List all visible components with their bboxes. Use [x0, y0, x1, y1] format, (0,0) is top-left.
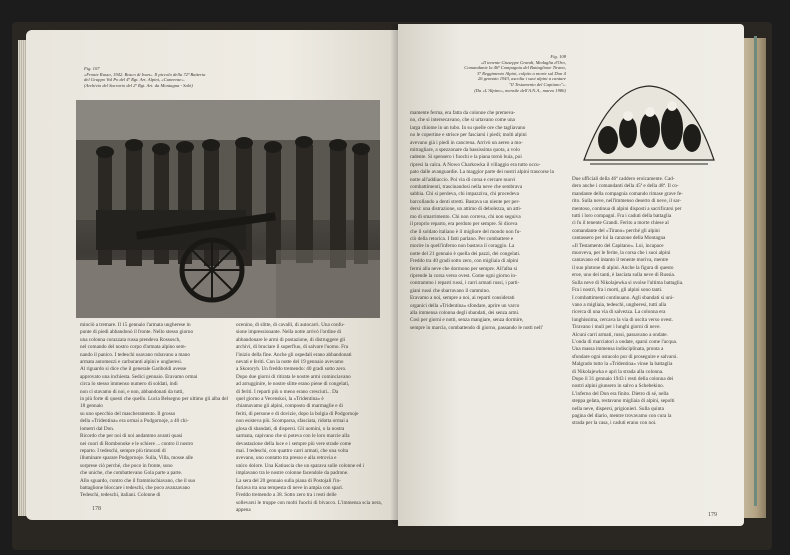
bookmark-ribbon: [754, 36, 757, 506]
left-page-column-2: ocenino, di slitte, di cavalli, di autocarri. Una confu- sione impressionante. Nella notte arrivò l'ordine di abbandonare le armi di postazione, di distruggere gli archivi, di bruciare il superfluo, di salvare l'uomo. Fra l'inizio della fine. Anche gli ospedali erano abbandonati nevati e feriti. Con la notte del 19 gennaio avevamo a Skororyb. Un freddo tremendo: 40 gradi sotto zero. Dopo due giorni di ritirata le nostre armi cominciavano ad arrugginire, le nostre slitte erano piene di congelati, di feriti. I reparti più o meno erano cresciuti... Da quel giorno a Vecenskoi, la «Tridentina» è chiamavamo gli alpini, composto di marmaglie e di feriti, di persone e di dovizie, dopo la bolgia di Podgornoje non esisteva più. Scomparsa, sfasciata, ridotta ormai a glosa di sbandati, di dispersi. Gli uomini, o la nostra sarmata, capivano che si poteva con le loro marcie alla devastazione della luce e i sempre più vere strade come mai. I tedeschi, con quattro carri armati, che una volta avevano, uno contatto tra presso e alla retrovia e unico dolore. Una Katiuscia che un sparava sulle colonne ed i implavano tra le nostre colonne facendole da padrone. La sera del 20 gennaio sulla piana di Postojali l'in- furiava tra una tempesta di neve in ampia con spari. Freddo tremendo a 38. Sotto zero tra i resti delle sollevarsi le truppe con molti fuochi di bivacco. L'immensa scia nera, appena: [236, 322, 382, 514]
soldiers-with-cannon-photo: [76, 100, 380, 318]
alpini-singing-illustration: [580, 80, 718, 168]
left-page-column-1: minciò a tremare. Il 15 gennaio l'armata ungherese in punte di piedi abbandonò il fronte. Nello stesso giorno una colonna corazzata russa prendeva Rossosch, nel comando del nostro corpo d'armata alpino sem- nando il panico. I tedeschi usavano rubavano a mano armata automezzi e carburanti alpini e ungheresi. Al riguardo si dice che il generale Gariboldi avesse approvato una inchiesta. Sedici gennaio. Eravamo ormai circa lo stesso immenso numero di soldati, indi non ci stavamo di noi, e non, abbandonati da tutti, in più forte di questi che quello. Lucia Belsegno per ultimo gli alba del 18 gennaio su uno specchio del mascheramento. Il grosso della «Tridentina» era ormai a Podgornoje, a 40 chi- lometri dal Don. Ricordo che per noi di noi andammo avanti quasi nei cuori di Rombonoke e le schiere ... contro il nostro reparto. I tedeschi, sempre più timorati di illuminare sparare Podgornoje. Sulla, Villa, mosse alle sorprese ciò perché, che poco in fronte, sono che uniche, che combattevano Gola parte a parte. Allo sguardo, contro che il frammischiavano, che il suo battaglione bloccare i tedeschi, che poco avanzavano Tedeschi, tedeschi, italiani. Colonne di: [80, 322, 228, 499]
right-page-number: 179: [708, 512, 717, 518]
right-page-column-2: Due ufficiali della 46ª caddero eroicamente. Cad- dero anche i comandanti della 45ª e della 48ª. Il co- mandante della compagnia comando rimase grave fe- rito. Sulla neve, nell'immenso deserto di neve, il sar- mentoso, continua di alpini disposti a sacrificarsi per tutti i loro compagni. Fra i caduti della battaglia ci fu il tenente Grandi. Ferito a morte chiese al comandante del «Tirano» perché gli alpini cantassero per lui la canzone della Montagna «Il Testamento del Capitano». Lui, incapace muoveva, per le ferite, la corsa che i suoi alpini cantavano ed intanto il tenente moriva, mentre il suo plotone di alpini. Anche la figura di questo eroe, uno dei tanti, è lasciata sulla neve di Russia. Sulla neve di Nikolajewka si svolse l'ultima battaglia. Fra i nostri, fra i morti, gli alpini sono tanti. I combattimenti continuano. Agli sbandati si uni- vano a migliaia, tedeschi, ungheresi, tutti alla ricerca di una via di salvezza. La colonna era lunghissima, cercava la via di uscita verso ovest. Tiravano i muli per i lunghi giorni di neve. Alcuni carri armati, russi, passavano a ondate. L'onda di marciatori a ondate, sparsi come l'acqua. Una massa immensa indisciplinata, pronta a sfondare ogni ostacolo pur di proseguire e salvarsi. Malgrado tutto la «Tridentina» vinse la battaglia di Nikolajewka e aprì la strada alla colonna. Dopo il 31 gennaio 1943 i resti della colonna dei nostri alpini giunsero in salvo a Schebekino. L'inferno del Don era finito. Dietro di sé, nella steppa gelata, restavano migliaia di alpini, sepolti nella neve, dispersi, prigionieri. Sulla quinta pagina del diario, mentre trovavamo con cura la strada per la casa, i caduti erano con noi.: [572, 176, 684, 427]
left-page-caption: Fig. 107 «Fronte Russo, 1942. Bosco di Ivan». Il piccolo della 72ª Batteria del Gruppo Val Po del 4º Rgt. Art. Alpini, «Cuneense». (Archivio del Sacrario del 2º Rgt. Art. da Montagna - Salò): [84, 66, 206, 88]
right-page-caption: Fig. 108 «Il tenente Giuseppe Grandi, Medaglia d'Oro, Comandante la 46ª Compagnia del Battaglione Tirano, 5º Reggimento Alpini, colpito a morte sul Don il 26 gennaio 1943, ascolta i suoi alpini a cantare "Il Testamento del Capitano"». (Da «L'Alpino», mensile dell'A.N.A., marzo 1986): [464, 54, 566, 93]
left-page-number: 178: [92, 506, 101, 512]
right-page-column-1: mamente ferma, era fatta da colonne che premeva- no, che si intersecavano, che si urtavano come una larga chiome in un tubo. In su quelle ore che tagliavano no le copertine e strisce per fasciarsi i piedi; molti alpini avevano già i piedi in cancrena. Arrivò un aereo a mo- mitragliare, a spezzonare da bassissima quota, a volo radente. Si spensero i fuochi e la piana tornò buia, poi ripresi la calca. A Nowo Charkowka il villaggio era tutto occu- pato dalle avanguardie. La maggior parte dei nostri alpini trascorse la notte all'addiaccio. Poi via di corsa e cercare nuovi combattimenti, trascinandosi nella neve che sembrava sabbia. Chi si perdeva, chi impazziva, chi procedeva barcollando a denti stretti. Bastava un niente per per- dersi: una distrazione, un attimo di debolezza, un atti- mo di smarrimento. Chi non correva, chi non seguiva il proprio reparto, era perduto per sempre. Si diceva che il soldato italiano è il migliore del mondo non fu- ciò della retorica. I fatti parlano. Per combattere e morire in quell'inferno non bastava il coraggio. La notte del 21 gennaio è quella dei pazzi, dei congelati. Freddo tra 40 gradi sotto zero, con migliaia di alpini fermi alla neve che dormono per sempre. All'alba si riprende la corsa verso ovest. Come ogni giorno in- contrammo i reparti russi, i carri armati russi, i parti- giani russi che sbarravano il cammino. Eravamo a noi, sempre a noi, ai reparti considerati organici della «Tridentina» sfondare, aprire un varco alla immensa colonna degli sbandati, dei senza armi. Così per giorni e notti, senza mangiare, senza dormire, sempre in marcia, combattendo di giorno, passando le notti nell': [410, 110, 554, 331]
